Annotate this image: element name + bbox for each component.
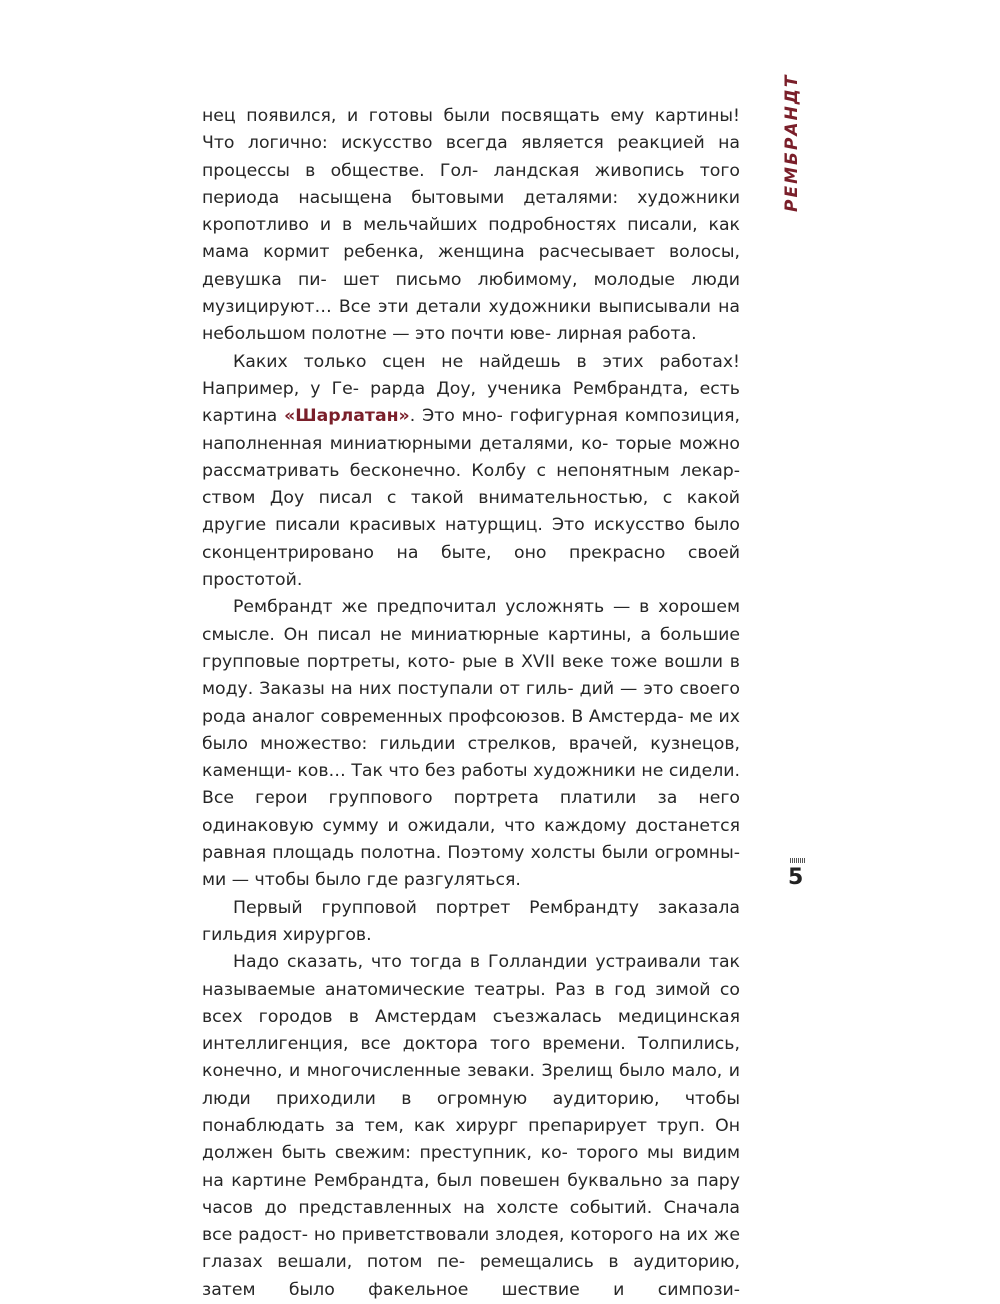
- text-line: гофигурная композиция, наполненная миниатюрными деталями, ко-: [202, 406, 740, 454]
- text-line: красивых натурщиц. Это искусство было сконцентрировано на быте,: [202, 515, 740, 563]
- text-line: торого мы видим на картине Рембрандта, был повешен буквально за: [202, 1143, 740, 1191]
- text-line: шет письмо любимому, молодые люди музицируют… Все эти детали: [202, 269, 740, 318]
- text-line: Рембрандт же предпочитал усложнять — в хорошем смысле. Он: [202, 597, 740, 645]
- text-line: Каких только сцен не найдешь в этих работах! Например, у Ге-: [202, 351, 740, 399]
- text-line: но приветствовали злодея, которого на их же глазах вешали, потом пе-: [202, 1225, 740, 1273]
- text-line: писал не миниатюрные картины, а большие групповые портреты, кото-: [202, 624, 740, 672]
- painting-title-highlight: «Шарлатан»: [284, 406, 410, 427]
- text-line: ландская живопись того периода насыщена бытовыми деталями:: [202, 160, 740, 208]
- text-line: как хирург препарирует труп. Он должен быть свежим: преступник, ко-: [202, 1115, 740, 1164]
- text-line: ством Доу писал с такой внимательностью, с какой другие писали: [202, 488, 740, 536]
- text-line: дий — это своего рода аналог современных профсоюзов. В Амстерда-: [202, 679, 740, 727]
- text-line: съезжалась медицинская интеллигенция, все доктора того времени.: [202, 1006, 740, 1055]
- text-line: Надо сказать, что тогда в Голландии устраивали так называемые: [202, 952, 740, 1000]
- text-line: достанется равная площадь полотна. Поэтому холсты были огромны-: [202, 815, 741, 864]
- page-number-block: [788, 858, 808, 889]
- text-line: Толпились, конечно, и многочисленные зеваки. Зрелищ было мало,: [202, 1034, 740, 1082]
- text-line: ме их было множество: гильдии стрелков, врачей, кузнецов, каменщи-: [202, 706, 740, 782]
- text-line: анатомические театры. Раз в год зимой со всех городов в Амстердам: [202, 979, 740, 1027]
- text-line: искусство всегда является реакцией на процессы в обществе. Гол-: [202, 133, 740, 181]
- text-line: портрета платили за него одинаковую сумму и ожидали, что каждому: [202, 788, 740, 836]
- body-text: [202, 103, 740, 1304]
- text-line: ремещались в аудиторию, затем было факельное шествие и симпози-: [202, 1252, 740, 1300]
- text-line: лирная работа.: [556, 324, 697, 345]
- text-line: пару часов до представленных на холсте событий. Сначала все радост-: [202, 1170, 740, 1246]
- text-line: . Это мно-: [409, 406, 503, 427]
- paragraph-1: [202, 103, 740, 349]
- text-line: художники выписывали на небольшом полотне — это почти юве-: [202, 297, 740, 345]
- text-line: ми — чтобы было где разгуляться.: [202, 870, 521, 891]
- paragraph-3: [202, 594, 740, 894]
- text-line: художники кропотливо и в мельчайших подробностях писали, как: [202, 187, 740, 236]
- text-line: торые можно рассматривать бесконечно. Колбу с непонятным лекар-: [202, 433, 740, 481]
- running-head: РЕМБРАНДТ: [782, 73, 802, 212]
- text-line: рые в XVII веке тоже вошли в моду. Заказы на них поступали от гиль-: [202, 651, 740, 700]
- page-number-ornament: [790, 858, 806, 863]
- text-line: рарда Доу, ученика Рембрандта, есть картина: [202, 378, 740, 427]
- paragraph-4: [202, 895, 740, 950]
- text-line: и люди приходили в огромную аудиторию, чтобы понаблюдать за тем,: [202, 1061, 740, 1136]
- page-number: 5: [788, 865, 804, 890]
- text-line: Первый групповой портрет Рембрандту заказала гильдия хирургов.: [202, 897, 740, 945]
- text-line: ков… Так что без работы художники не сидели. Все герои группового: [202, 761, 740, 809]
- text-line: мама кормит ребенка, женщина расчесывает волосы, девушка пи-: [202, 242, 740, 290]
- paragraph-5: [202, 949, 740, 1304]
- text-line: оно прекрасно своей простотой.: [202, 542, 740, 591]
- text-line: нец появился, и готовы были посвящать ему картины! Что логично:: [202, 106, 740, 154]
- paragraph-2: [202, 349, 740, 595]
